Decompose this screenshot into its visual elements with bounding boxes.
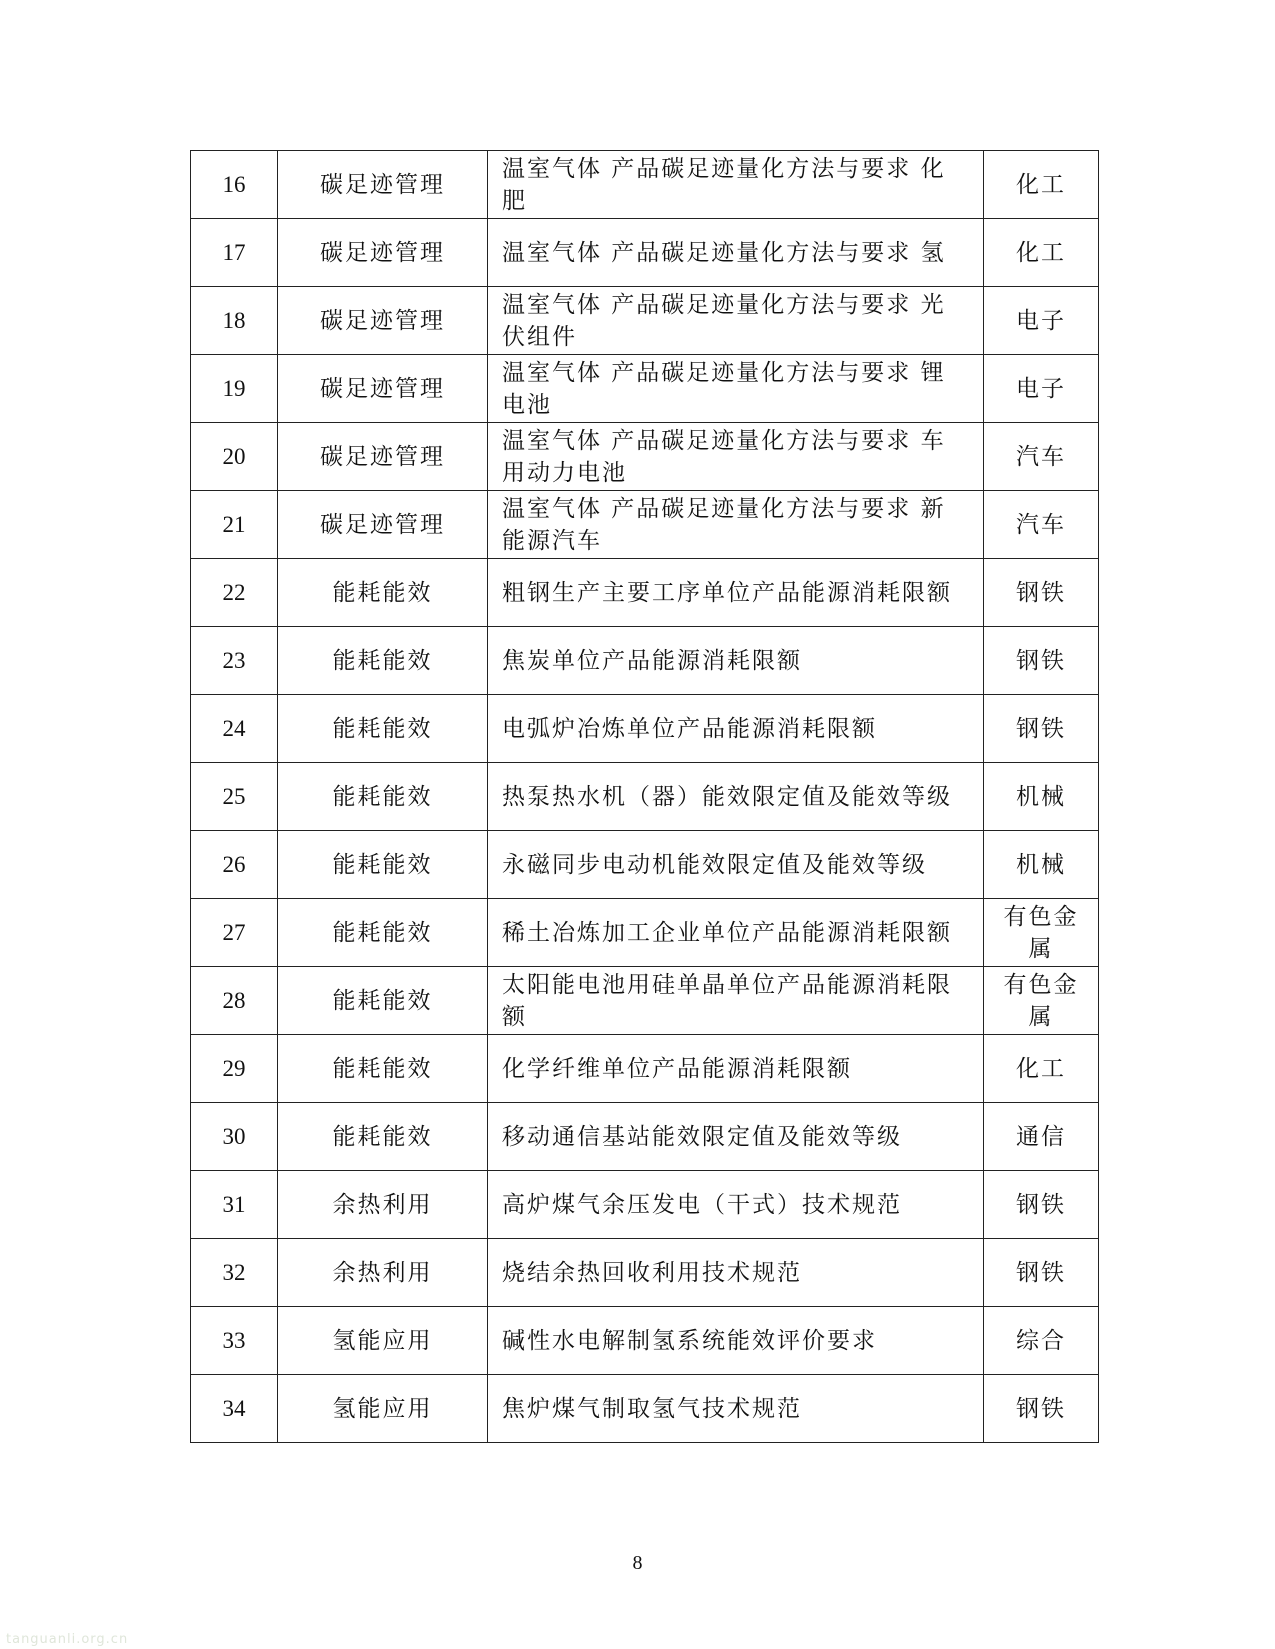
row-category: 能耗能效: [278, 831, 488, 899]
row-industry: 钢铁: [984, 627, 1099, 695]
row-industry: 有色金属: [984, 967, 1099, 1035]
row-industry: 化工: [984, 151, 1099, 219]
row-number: 23: [191, 627, 278, 695]
row-number: 22: [191, 559, 278, 627]
table-row: [191, 491, 1099, 559]
row-standard-name: 烧结余热回收利用技术规范: [488, 1239, 984, 1307]
row-industry: 钢铁: [984, 695, 1099, 763]
row-category: 能耗能效: [278, 967, 488, 1035]
row-category: 碳足迹管理: [278, 151, 488, 219]
row-category: 能耗能效: [278, 763, 488, 831]
table-row: [191, 763, 1099, 831]
row-standard-name: 焦炉煤气制取氢气技术规范: [488, 1375, 984, 1443]
row-industry: 电子: [984, 355, 1099, 423]
row-standard-name: 热泵热水机（器）能效限定值及能效等级: [488, 763, 984, 831]
table-row: [191, 695, 1099, 763]
row-category: 余热利用: [278, 1171, 488, 1239]
table-row: [191, 423, 1099, 491]
table-row: [191, 1307, 1099, 1375]
row-number: 32: [191, 1239, 278, 1307]
row-category: 碳足迹管理: [278, 355, 488, 423]
row-industry: 汽车: [984, 423, 1099, 491]
row-number: 20: [191, 423, 278, 491]
table-row: [191, 967, 1099, 1035]
row-industry: 有色金属: [984, 899, 1099, 967]
row-standard-name: 温室气体 产品碳足迹量化方法与要求 化肥: [488, 151, 984, 219]
row-category: 碳足迹管理: [278, 287, 488, 355]
row-standard-name: 太阳能电池用硅单晶单位产品能源消耗限额: [488, 967, 984, 1035]
row-standard-name: 电弧炉冶炼单位产品能源消耗限额: [488, 695, 984, 763]
row-standard-name: 温室气体 产品碳足迹量化方法与要求 锂电池: [488, 355, 984, 423]
row-number: 21: [191, 491, 278, 559]
row-industry: 钢铁: [984, 1239, 1099, 1307]
table-row: [191, 559, 1099, 627]
table-row: [191, 627, 1099, 695]
row-number: 25: [191, 763, 278, 831]
row-number: 31: [191, 1171, 278, 1239]
row-category: 碳足迹管理: [278, 491, 488, 559]
row-number: 33: [191, 1307, 278, 1375]
table-row: [191, 287, 1099, 355]
row-standard-name: 化学纤维单位产品能源消耗限额: [488, 1035, 984, 1103]
page-number: 8: [632, 1552, 643, 1574]
row-industry: 钢铁: [984, 559, 1099, 627]
row-category: 氢能应用: [278, 1307, 488, 1375]
row-standard-name: 焦炭单位产品能源消耗限额: [488, 627, 984, 695]
row-industry: 化工: [984, 1035, 1099, 1103]
table-row: [191, 1239, 1099, 1307]
row-category: 能耗能效: [278, 559, 488, 627]
row-standard-name: 永磁同步电动机能效限定值及能效等级: [488, 831, 984, 899]
row-number: 27: [191, 899, 278, 967]
row-standard-name: 温室气体 产品碳足迹量化方法与要求 车用动力电池: [488, 423, 984, 491]
row-category: 氢能应用: [278, 1375, 488, 1443]
row-standard-name: 温室气体 产品碳足迹量化方法与要求 光伏组件: [488, 287, 984, 355]
row-number: 24: [191, 695, 278, 763]
table-row: [191, 1171, 1099, 1239]
row-category: 碳足迹管理: [278, 423, 488, 491]
row-number: 28: [191, 967, 278, 1035]
row-industry: 机械: [984, 763, 1099, 831]
row-category: 能耗能效: [278, 899, 488, 967]
row-category: 能耗能效: [278, 695, 488, 763]
table-row: [191, 831, 1099, 899]
table-row: [191, 151, 1099, 219]
row-number: 26: [191, 831, 278, 899]
row-category: 能耗能效: [278, 627, 488, 695]
row-industry: 机械: [984, 831, 1099, 899]
row-industry: 电子: [984, 287, 1099, 355]
row-standard-name: 温室气体 产品碳足迹量化方法与要求 氢: [488, 219, 984, 287]
row-industry: 汽车: [984, 491, 1099, 559]
row-standard-name: 高炉煤气余压发电（干式）技术规范: [488, 1171, 984, 1239]
row-industry: 钢铁: [984, 1375, 1099, 1443]
table-row: [191, 219, 1099, 287]
standards-table: [190, 150, 1099, 1443]
row-number: 17: [191, 219, 278, 287]
row-industry: 通信: [984, 1103, 1099, 1171]
row-number: 19: [191, 355, 278, 423]
row-industry: 化工: [984, 219, 1099, 287]
row-number: 30: [191, 1103, 278, 1171]
row-number: 29: [191, 1035, 278, 1103]
row-category: 能耗能效: [278, 1035, 488, 1103]
row-standard-name: 粗钢生产主要工序单位产品能源消耗限额: [488, 559, 984, 627]
row-industry: 钢铁: [984, 1171, 1099, 1239]
row-standard-name: 温室气体 产品碳足迹量化方法与要求 新能源汽车: [488, 491, 984, 559]
row-number: 34: [191, 1375, 278, 1443]
row-category: 余热利用: [278, 1239, 488, 1307]
row-industry: 综合: [984, 1307, 1099, 1375]
table-row: [191, 899, 1099, 967]
row-category: 能耗能效: [278, 1103, 488, 1171]
standards-table-body: [191, 151, 1099, 1443]
table-row: [191, 1375, 1099, 1443]
row-number: 16: [191, 151, 278, 219]
row-category: 碳足迹管理: [278, 219, 488, 287]
row-standard-name: 移动通信基站能效限定值及能效等级: [488, 1103, 984, 1171]
table-row: [191, 1035, 1099, 1103]
watermark: tanguanli.org.cn: [6, 1632, 129, 1647]
table-row: [191, 355, 1099, 423]
row-standard-name: 碱性水电解制氢系统能效评价要求: [488, 1307, 984, 1375]
row-number: 18: [191, 287, 278, 355]
row-standard-name: 稀土冶炼加工企业单位产品能源消耗限额: [488, 899, 984, 967]
table-row: [191, 1103, 1099, 1171]
